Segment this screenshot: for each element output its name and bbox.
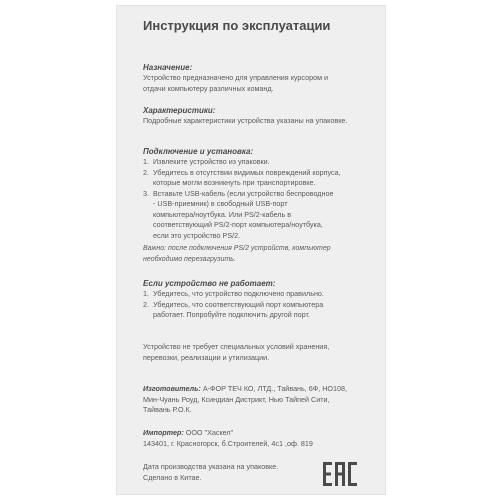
manufacturer-section [143, 384, 381, 416]
purpose-line: Устройство предназначено для управления курсором и [143, 73, 329, 82]
list-item [143, 157, 381, 168]
importer-name: ООО "Хаскел" [183, 428, 234, 437]
purpose-line: отдачи компьютеру различных команд. [143, 83, 274, 93]
list-item-text: Извлеките устройство из упаковки. [153, 157, 270, 166]
manufacturer-address: Тайвань Р.О.К. [143, 405, 192, 414]
purpose-section [143, 62, 381, 94]
storage-section [143, 342, 381, 363]
list-item-text: соответствующий PS/2-порт компьютера/ноутбука, [153, 220, 323, 229]
connection-section [143, 146, 381, 265]
instruction-sheet [117, 6, 385, 494]
list-item-number: 2. [143, 299, 149, 309]
footer-line: Сделано в Китае. [143, 472, 202, 482]
specs-heading: Характеристики: [143, 106, 216, 115]
list-item-text: компьютера/ноутбука. Или PS/2-кабель в [153, 209, 292, 219]
troubleshoot-heading: Если устройство не работает: [143, 279, 276, 288]
storage-line: Устройство не требует специальных условий хранения, [143, 342, 330, 351]
manufacturer-label: Изготовитель: [143, 384, 201, 393]
page-title: Инструкция по эксплуатации [143, 18, 331, 33]
list-item [143, 189, 381, 242]
list-item-number: 3. [143, 188, 149, 198]
importer-label: Импортер: [143, 428, 184, 437]
note-line: Важно: после подключения PS/2 устройств, компьютер [143, 245, 331, 252]
important-note [143, 244, 381, 265]
list-item-number: 2. [143, 167, 149, 177]
list-item-text: - USB-приемник) в свободный USB-порт [153, 199, 288, 208]
specs-section [143, 105, 381, 127]
list-item-text: Вставьте USB-кабель (если устройство беспроводное [153, 188, 334, 198]
list-item-text: Убедитесь, что соответствующий порт компьютера [153, 299, 324, 309]
list-item [143, 168, 381, 189]
list-item-text: которые могли возникнуть при транспортировке. [153, 178, 316, 187]
list-item-text: Убедитесь в отсутствии видимых повреждений корпуса, [153, 167, 341, 177]
list-item-text: работает. Попробуйте подключить другой порт. [153, 310, 310, 319]
note-line: необходимо перезагрузить. [143, 255, 236, 263]
specs-line: Подробные характеристики устройства указаны на упаковке. [143, 116, 348, 125]
connection-heading: Подключение и установка: [143, 147, 254, 156]
footer-line: Дата производства указана на упаковке. [143, 462, 279, 471]
list-item-text: если это устройство PS/2. [153, 230, 241, 240]
list-item-text: Убедитесь, что устройство подключено правильно. [153, 289, 324, 298]
list-item [143, 289, 381, 300]
list-item [143, 300, 381, 321]
list-item-number: 1. [143, 289, 149, 298]
list-item-number: 1. [143, 157, 149, 166]
importer-section [143, 428, 381, 449]
eac-mark-icon [322, 461, 358, 487]
purpose-heading: Назначение: [143, 63, 193, 72]
troubleshoot-section [143, 278, 381, 321]
storage-line: перевозки, реализации и утилизации. [143, 352, 270, 362]
manufacturer-address: Мин-Чуань Роуд, Ксиндиан Дистрикт, Нью Тайпей Сити, [143, 394, 330, 404]
importer-address: 143401, г. Красногорск, б.Строителей, 4с1 ,оф. 819 [143, 438, 313, 448]
manufacturer-name: А-ФОР ТЕЧ КО, ЛТД., Тайвань, 6Ф, НО108, [200, 384, 347, 393]
